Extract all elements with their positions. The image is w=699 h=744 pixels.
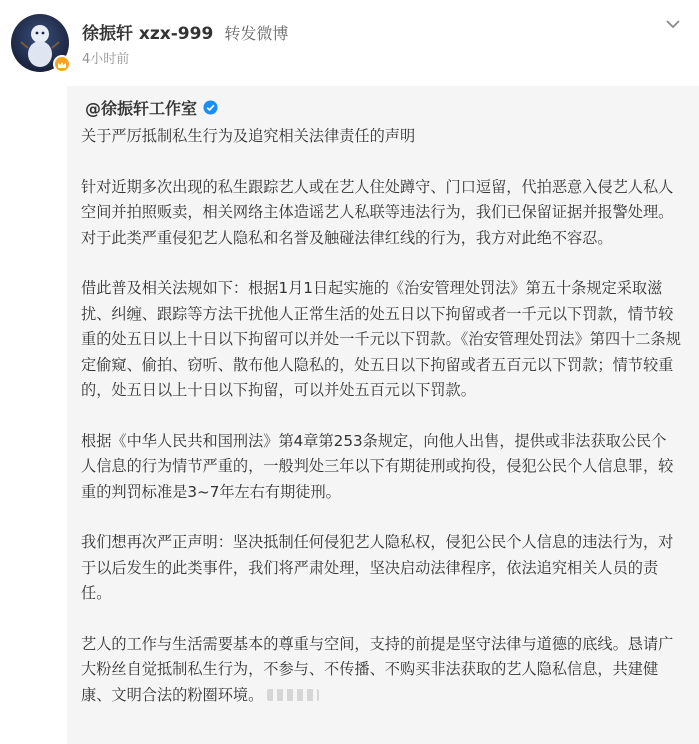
paragraph-5 bbox=[81, 632, 681, 708]
post-header bbox=[0, 0, 699, 86]
repost-label: 转发微博 bbox=[224, 24, 289, 43]
paragraph-1: 针对近期多次出现的私生跟踪艺人或在艺人住处蹲守、门口逗留，代拍恶意入侵艺人私人空间并拍照贩卖，相关网络主体造谣艺人私联等违法行为，我们已保留证据并报警处理。对于此类严重侵犯艺人隐私和名誉及触碰法律红线的行为，我方对此绝不容忍。 bbox=[81, 177, 674, 247]
paragraph-5-text: 艺人的工作与生活需要基本的尊重与空间，支持的前提是坚守法律与道德的底线。恳请广大粉丝自觉抵制私生行为，不参与、不传播、不购买非法获取的艺人隐私信息，共建健康、文明合法的粉圈环境。 bbox=[81, 635, 674, 704]
original-author-line bbox=[85, 96, 218, 118]
paragraph-2: 借此普及相关法规如下：根据1月1日起实施的《治安管理处罚法》第五十条规定采取滋扰、纠缠、跟踪等方法干扰他人正常生活的处五日以下拘留或者一千元以下罚款，情节较重的处五日以上十日以下拘留可以并处一千元以下罚款。《治安管理处罚法》第四十二条规定偷窥、偷拍、窃听、散布他人隐私的，处五日以下拘留或者五百元以下罚款；情节较重的，处五日以上十日以下拘留，可以并处五百元以下罚款。 bbox=[81, 279, 681, 400]
truncation-dots bbox=[267, 689, 319, 701]
author-line bbox=[82, 19, 288, 43]
timestamp[interactable]: 4小时前 bbox=[82, 52, 130, 67]
chevron-down-icon[interactable] bbox=[665, 18, 681, 30]
verified-badge-icon bbox=[203, 100, 218, 115]
author-name[interactable]: 徐振轩 xzx-999 bbox=[82, 24, 214, 44]
paragraph-4: 我们想再次严正声明：坚决抵制任何侵犯艺人隐私权，侵犯公民个人信息的违法行为，对于以后发生的此类事件，我们将严肃处理，坚决启动法律程序，依法追究相关人员的责任。 bbox=[81, 533, 674, 603]
post-content bbox=[81, 124, 681, 734]
paragraph-3: 根据《中华人民共和国刑法》第4章第253条规定，向他人出售，提供或非法获取公民个人信息的行为情节严重的，一般判处三年以下有期徒刑或拘役，侵犯公民个人信息罪，较重的判罚标准是3~7年左右有期徒刑。 bbox=[81, 431, 674, 501]
crown-badge-icon bbox=[53, 55, 71, 73]
repost-card[interactable] bbox=[67, 86, 699, 744]
original-author[interactable]: @徐振轩工作室 bbox=[85, 98, 198, 118]
statement-title: 关于严厉抵制私生行为及追究相关法律责任的声明 bbox=[81, 127, 416, 145]
